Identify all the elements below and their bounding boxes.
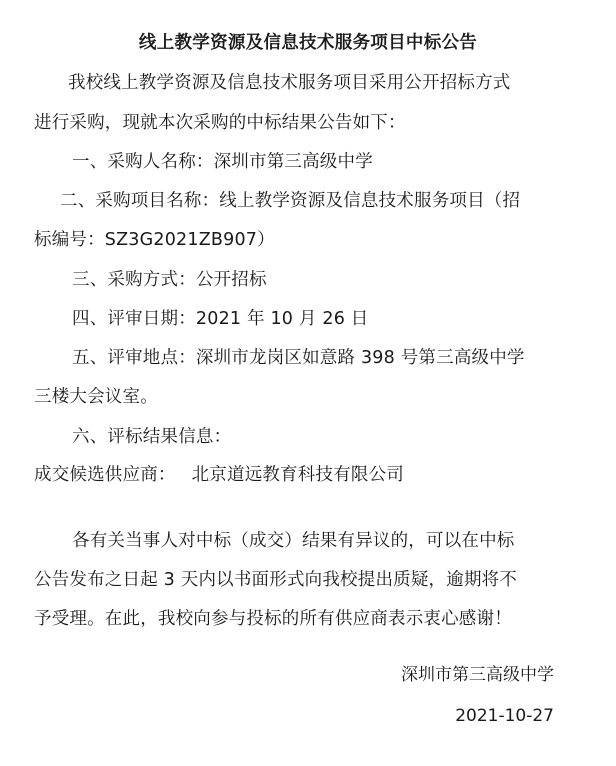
signature-org: 深圳市第三高级中学 (401, 665, 554, 685)
supplier-label: 成交候选供应商： (34, 465, 176, 485)
item-purchaser: 一、采购人名称：深圳市第三高级中学 (72, 152, 373, 172)
item-review-date: 四、评审日期：2021 年 10 月 26 日 (72, 309, 369, 329)
supplier-name: 北京道远教育科技有限公司 (191, 465, 405, 485)
item-project-line-1: 二、采购项目名称：线上教学资源及信息技术服务项目（招 (60, 191, 521, 211)
item-method: 三、采购方式：公开招标 (72, 270, 267, 290)
signature-date: 2021-10-27 (455, 706, 554, 726)
intro-line-1: 我校线上教学资源及信息技术服务项目采用公开招标方式 (68, 73, 511, 93)
notice-line-3: 予受理。在此，我校向参与投标的所有供应商表示衷心感谢！ (34, 609, 512, 629)
supplier-row (34, 463, 404, 487)
item-review-location-line-2: 三楼大会议室。 (34, 387, 158, 407)
item-result-header: 六、评标结果信息： (72, 427, 232, 447)
intro-line-2: 进行采购，现就本次采购的中标结果公告如下： (34, 113, 406, 133)
notice-line-1: 各有关当事人对中标（成交）结果有异议的，可以在中标 (72, 531, 515, 551)
item-project-line-2: 标编号：SZ3G2021ZB907） (34, 230, 275, 250)
notice-line-2: 公告发布之日起 3 天内以书面形式向我校提出质疑，逾期将不 (34, 570, 518, 590)
document-title: 线上教学资源及信息技术服务项目中标公告 (138, 33, 478, 53)
item-review-location-line-1: 五、评审地点：深圳市龙岗区如意路 398 号第三高级中学 (72, 348, 525, 368)
